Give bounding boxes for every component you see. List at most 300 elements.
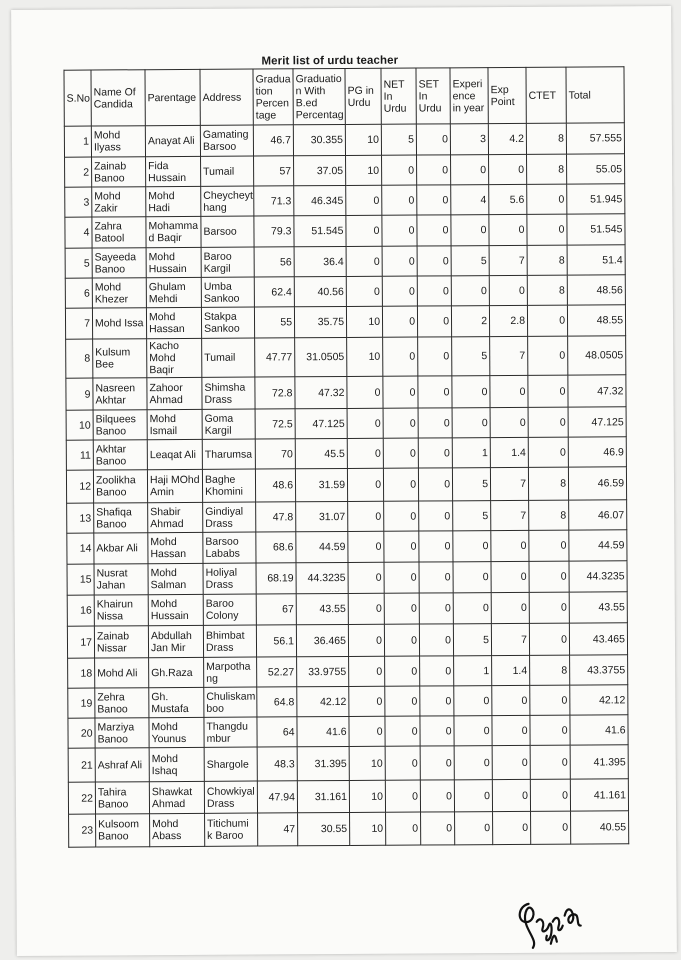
cell-experience: 0 <box>455 812 493 845</box>
cell-total: 57.555 <box>566 123 624 154</box>
table-row <box>67 530 627 564</box>
cell-name: Zainab Banoo <box>92 157 146 187</box>
cell-total: 43.55 <box>569 592 627 623</box>
cell-net-urdu: 0 <box>384 531 419 562</box>
cell-pg-urdu: 10 <box>347 337 383 376</box>
cell-set-urdu: 0 <box>418 376 452 408</box>
cell-experience: 0 <box>454 780 492 812</box>
cell-net-urdu: 0 <box>385 780 420 812</box>
cell-experience: 0 <box>454 746 492 780</box>
cell-parentage: Anayat Ali <box>145 125 200 156</box>
cell-grad-pct: 64 <box>257 717 297 747</box>
cell-net-urdu: 0 <box>382 246 417 276</box>
cell-grad-pct: 47.8 <box>256 502 296 532</box>
cell-grad-pct: 71.3 <box>254 186 294 216</box>
cell-name: Mohd Zakir <box>92 187 146 217</box>
cell-parentage: Ghulam Mehdi <box>146 277 201 307</box>
cell-address: Barsoo Lababs <box>203 532 256 563</box>
cell-pg-urdu: 0 <box>348 624 384 656</box>
cell-parentage: Mohd Hassan <box>146 307 201 338</box>
cell-exp-point: 5.6 <box>489 184 527 214</box>
cell-sno: 13 <box>67 503 94 533</box>
cell-ctet: 8 <box>529 500 569 530</box>
cell-experience: 1 <box>452 438 490 468</box>
cell-sno: 22 <box>68 782 95 814</box>
cell-pg-urdu: 0 <box>349 716 385 746</box>
cell-parentage: Gh. Mustafa <box>149 687 204 717</box>
cell-address: Baroo Kargil <box>201 247 254 277</box>
cell-ctet: 0 <box>529 530 569 561</box>
cell-ctet: 8 <box>528 467 568 500</box>
cell-net-urdu: 0 <box>383 376 418 408</box>
cell-experience: 5 <box>451 246 489 276</box>
cell-sno: 16 <box>67 595 94 626</box>
table-row <box>67 592 627 626</box>
table-row <box>67 561 627 595</box>
cell-address: Chowkiyal Drass <box>204 781 257 813</box>
cell-exp-point: 7 <box>490 467 528 500</box>
cell-total: 46.9 <box>568 437 626 467</box>
cell-set-urdu: 0 <box>419 593 453 624</box>
cell-pg-urdu: 10 <box>349 780 385 812</box>
cell-address: Titichumi k Baroo <box>205 813 258 846</box>
cell-exp-point: 0 <box>491 561 529 592</box>
cell-name: Mohd Ilyass <box>91 126 145 157</box>
cell-address: Tharumsa <box>202 439 255 469</box>
cell-sno: 6 <box>65 278 92 308</box>
cell-set-urdu: 0 <box>419 501 453 531</box>
header-set-urdu: SET In Urdu <box>416 68 450 124</box>
cell-grad-bed-pct: 30.55 <box>298 812 350 845</box>
header-name: Name Of Candida <box>91 70 145 126</box>
header-address: Address <box>200 69 253 125</box>
cell-ctet: 0 <box>528 407 568 437</box>
cell-name: Zehra Banoo <box>95 688 149 718</box>
cell-parentage: Gh.Raza <box>149 657 204 687</box>
cell-exp-point: 0 <box>489 154 527 184</box>
cell-name: Zainab Nissar <box>94 626 148 658</box>
cell-name: Nusrat Jahan <box>94 564 148 595</box>
cell-exp-point: 0 <box>491 592 529 623</box>
cell-parentage: Haji MOhd Amin <box>147 469 202 502</box>
cell-experience: 5 <box>453 501 491 531</box>
cell-set-urdu: 0 <box>418 408 452 438</box>
cell-total: 48.0505 <box>568 336 626 375</box>
cell-name: Khairun Nissa <box>94 595 148 626</box>
cell-grad-bed-pct: 40.56 <box>294 276 346 306</box>
cell-pg-urdu: 0 <box>346 215 382 246</box>
cell-ctet: 0 <box>530 779 570 811</box>
cell-total: 41.161 <box>570 779 628 811</box>
cell-name: Kulsoom Banoo <box>96 814 150 847</box>
cell-set-urdu: 0 <box>420 716 454 746</box>
cell-experience: 0 <box>451 215 489 246</box>
cell-sno: 23 <box>69 814 96 847</box>
cell-ctet: 0 <box>531 811 571 844</box>
cell-sno: 5 <box>65 248 92 278</box>
cell-name: Mohd Ali <box>95 658 149 688</box>
cell-grad-pct: 68.19 <box>256 563 296 594</box>
cell-set-urdu: 0 <box>420 780 454 812</box>
cell-experience: 0 <box>452 376 490 408</box>
cell-grad-pct: 46.7 <box>253 125 293 156</box>
cell-ctet: 0 <box>529 592 569 623</box>
cell-exp-point: 7 <box>491 623 529 655</box>
cell-pg-urdu: 0 <box>348 562 384 593</box>
cell-pg-urdu: 0 <box>347 468 383 501</box>
header-total: Total <box>566 67 624 123</box>
cell-grad-pct: 47.94 <box>257 781 297 813</box>
cell-grad-pct: 47 <box>258 813 298 846</box>
cell-ctet: 0 <box>528 336 568 375</box>
cell-experience: 2 <box>451 306 489 337</box>
cell-set-urdu: 0 <box>417 155 451 185</box>
cell-ctet: 0 <box>530 685 570 715</box>
cell-pg-urdu: 10 <box>345 124 381 155</box>
cell-exp-point: 0 <box>492 715 530 745</box>
cell-pg-urdu: 0 <box>347 376 383 408</box>
cell-ctet: 0 <box>528 375 568 407</box>
cell-set-urdu: 0 <box>417 276 451 306</box>
cell-address: Baghe Khomini <box>202 469 255 502</box>
cell-grad-bed-pct: 31.395 <box>297 746 349 780</box>
cell-parentage: Mohd Hussain <box>148 594 203 625</box>
cell-ctet: 8 <box>527 245 567 275</box>
cell-grad-pct: 56 <box>254 247 294 277</box>
cell-grad-bed-pct: 31.0505 <box>295 337 347 376</box>
cell-exp-point: 0 <box>492 685 530 715</box>
cell-net-urdu: 0 <box>384 593 419 624</box>
cell-address: Umba Sankoo <box>201 277 254 307</box>
cell-total: 55.05 <box>567 154 625 184</box>
cell-sno: 2 <box>65 157 92 187</box>
header-sno: S.No <box>64 70 91 126</box>
cell-exp-point: 0 <box>490 407 528 437</box>
cell-sno: 1 <box>64 126 91 157</box>
cell-parentage: Mohd Hadi <box>146 186 201 216</box>
cell-sno: 14 <box>67 533 94 564</box>
header-experience-years: Experi ence in year <box>450 68 488 124</box>
cell-grad-bed-pct: 42.12 <box>297 686 349 716</box>
cell-parentage: Mohd Salman <box>148 563 203 594</box>
cell-total: 41.395 <box>570 745 628 779</box>
cell-exp-point: 1.4 <box>490 437 528 467</box>
cell-address: Thangdu mbur <box>204 717 257 747</box>
cell-grad-bed-pct: 44.59 <box>296 531 348 562</box>
cell-pg-urdu: 0 <box>346 185 382 215</box>
cell-grad-bed-pct: 31.161 <box>297 780 349 812</box>
cell-net-urdu: 5 <box>381 124 416 155</box>
cell-grad-pct: 70 <box>255 439 295 469</box>
cell-parentage: Kacho Mohd Baqir <box>147 338 202 377</box>
cell-grad-pct: 67 <box>256 594 296 625</box>
table-row <box>68 685 628 718</box>
cell-address: Baroo Colony <box>203 594 256 625</box>
cell-grad-pct: 57 <box>254 156 294 186</box>
cell-ctet: 0 <box>530 715 570 745</box>
cell-grad-bed-pct: 37.05 <box>294 155 346 185</box>
document-page <box>11 6 677 956</box>
cell-net-urdu: 0 <box>382 276 417 306</box>
cell-address: Gindiyal Drass <box>203 502 256 532</box>
cell-net-urdu: 0 <box>383 408 418 438</box>
cell-sno: 3 <box>65 187 92 217</box>
cell-name: Mohd Khezer <box>92 278 146 308</box>
cell-grad-bed-pct: 36.465 <box>296 624 348 656</box>
signature-icon <box>515 891 593 951</box>
cell-pg-urdu: 10 <box>349 746 385 780</box>
cell-sno: 4 <box>65 217 92 248</box>
cell-total: 51.4 <box>567 245 625 275</box>
cell-grad-bed-pct: 33.9755 <box>297 656 349 686</box>
cell-pg-urdu: 10 <box>350 812 386 845</box>
cell-exp-point: 0 <box>489 214 527 245</box>
cell-address: Holiyal Drass <box>203 563 256 594</box>
cell-net-urdu: 0 <box>383 468 418 501</box>
cell-ctet: 0 <box>528 437 568 467</box>
cell-address: Stakpa Sankoo <box>201 307 254 338</box>
cell-exp-point: 0 <box>491 530 529 561</box>
cell-sno: 9 <box>66 378 93 410</box>
cell-exp-point: 7 <box>491 500 529 530</box>
cell-pg-urdu: 10 <box>346 306 382 337</box>
table-row <box>68 779 628 814</box>
cell-address: Marpotha ng <box>204 657 257 687</box>
cell-ctet: 8 <box>526 123 566 154</box>
cell-pg-urdu: 0 <box>346 246 382 276</box>
cell-sno: 20 <box>68 718 95 748</box>
table-header-row <box>64 67 624 126</box>
cell-name: Mohd Issa <box>92 308 146 339</box>
cell-exp-point: 7 <box>490 336 528 375</box>
cell-total: 48.56 <box>567 275 625 305</box>
cell-set-urdu: 0 <box>417 185 451 215</box>
cell-set-urdu: 0 <box>418 468 452 501</box>
cell-net-urdu: 0 <box>383 438 418 468</box>
cell-total: 51.945 <box>567 184 625 214</box>
table-row <box>65 184 625 217</box>
cell-experience: 3 <box>450 124 488 155</box>
cell-grad-bed-pct: 35.75 <box>294 306 346 337</box>
cell-pg-urdu: 0 <box>346 276 382 306</box>
header-net-urdu: NET In Urdu <box>381 68 416 124</box>
cell-name: Bilquees Banoo <box>93 410 147 440</box>
cell-grad-bed-pct: 30.355 <box>293 124 345 155</box>
cell-parentage: Shawkat Ahmad <box>149 781 204 813</box>
cell-name: Kulsum Bee <box>93 339 147 378</box>
table-row <box>67 500 627 533</box>
cell-parentage: Mohamma d Baqir <box>146 216 201 247</box>
cell-ctet: 0 <box>530 745 570 779</box>
cell-set-urdu: 0 <box>416 124 450 155</box>
table-row <box>66 375 626 410</box>
cell-net-urdu: 0 <box>385 656 420 686</box>
cell-name: Marziya Banoo <box>95 718 149 748</box>
cell-experience: 0 <box>452 408 490 438</box>
cell-experience: 1 <box>454 656 492 686</box>
cell-address: Shimsha Drass <box>202 377 255 409</box>
cell-grad-bed-pct: 43.55 <box>296 593 348 624</box>
cell-pg-urdu: 0 <box>348 531 384 562</box>
cell-total: 44.59 <box>569 530 627 561</box>
cell-pg-urdu: 0 <box>347 438 383 468</box>
cell-total: 47.125 <box>568 407 626 437</box>
cell-experience: 0 <box>454 716 492 746</box>
cell-ctet: 8 <box>530 655 570 685</box>
cell-set-urdu: 0 <box>420 686 454 716</box>
merit-table <box>63 66 629 847</box>
cell-set-urdu: 0 <box>418 438 452 468</box>
table-row <box>65 214 625 248</box>
table-row <box>66 407 626 440</box>
cell-experience: 0 <box>454 686 492 716</box>
cell-grad-bed-pct: 31.59 <box>295 468 347 501</box>
cell-address: Goma Kargil <box>202 409 255 439</box>
cell-set-urdu: 0 <box>420 656 454 686</box>
cell-ctet: 0 <box>529 561 569 592</box>
cell-net-urdu: 0 <box>382 155 417 185</box>
cell-grad-pct: 55 <box>254 307 294 338</box>
cell-set-urdu: 0 <box>419 624 453 656</box>
cell-set-urdu: 0 <box>419 531 453 562</box>
cell-address: Gamating Barsoo <box>200 125 253 156</box>
cell-name: Zoolikha Banoo <box>93 470 147 503</box>
cell-grad-bed-pct: 51.545 <box>294 215 346 246</box>
table-row <box>65 245 625 278</box>
cell-pg-urdu: 0 <box>348 501 384 531</box>
cell-parentage: Mohd Abass <box>150 813 205 846</box>
cell-net-urdu: 0 <box>384 501 419 531</box>
cell-ctet: 8 <box>527 275 567 305</box>
cell-total: 46.59 <box>568 467 626 500</box>
cell-exp-point: 1.4 <box>492 655 530 685</box>
cell-grad-pct: 48.6 <box>255 469 295 502</box>
cell-ctet: 8 <box>527 154 567 184</box>
cell-sno: 11 <box>66 440 93 470</box>
cell-total: 42.12 <box>570 685 628 715</box>
cell-name: Akhtar Banoo <box>93 440 147 470</box>
cell-experience: 5 <box>452 337 490 376</box>
cell-experience: 0 <box>453 562 491 593</box>
cell-pg-urdu: 0 <box>349 686 385 716</box>
table-row <box>68 655 628 688</box>
cell-ctet: 0 <box>527 184 567 214</box>
cell-total: 40.55 <box>571 811 629 844</box>
cell-set-urdu: 0 <box>417 306 451 337</box>
cell-set-urdu: 0 <box>417 215 451 246</box>
cell-sno: 19 <box>68 688 95 718</box>
table-row <box>65 305 625 339</box>
cell-exp-point: 2.8 <box>489 305 527 336</box>
cell-address: Barsoo <box>201 216 254 247</box>
cell-grad-bed-pct: 41.6 <box>297 716 349 746</box>
cell-ctet: 0 <box>527 214 567 245</box>
cell-sno: 10 <box>66 410 93 440</box>
cell-parentage: Mohd Ishaq <box>149 747 204 781</box>
cell-set-urdu: 0 <box>418 337 452 376</box>
cell-experience: 0 <box>451 276 489 306</box>
cell-total: 41.6 <box>570 715 628 745</box>
cell-grad-pct: 72.8 <box>255 377 295 409</box>
cell-sno: 7 <box>65 308 92 339</box>
cell-net-urdu: 0 <box>384 562 419 593</box>
cell-ctet: 0 <box>529 623 569 655</box>
cell-net-urdu: 0 <box>383 337 418 376</box>
cell-address: Bhimbat Drass <box>203 625 256 657</box>
cell-total: 48.55 <box>567 305 625 336</box>
cell-set-urdu: 0 <box>420 746 454 780</box>
cell-net-urdu: 0 <box>382 215 417 246</box>
cell-parentage: Fida Hussain <box>146 156 201 186</box>
cell-name: Nasreen Akhtar <box>93 378 147 410</box>
cell-pg-urdu: 10 <box>346 155 382 185</box>
cell-parentage: Shabir Ahmad <box>148 502 203 532</box>
cell-exp-point: 4.2 <box>488 123 526 154</box>
cell-grad-bed-pct: 44.3235 <box>296 562 348 593</box>
table-row <box>65 275 625 308</box>
cell-parentage: Mohd Younus <box>149 717 204 747</box>
cell-total: 46.07 <box>569 500 627 530</box>
cell-name: Zahra Batool <box>92 217 146 248</box>
cell-net-urdu: 0 <box>386 812 421 845</box>
cell-parentage: Leaqat Ali <box>147 439 202 469</box>
cell-grad-pct: 72.5 <box>255 409 295 439</box>
cell-parentage: Abdullah Jan Mir <box>148 625 203 657</box>
cell-address: Cheycheyt hang <box>201 186 254 216</box>
cell-total: 44.3235 <box>569 561 627 592</box>
cell-sno: 17 <box>67 626 94 658</box>
table-row <box>66 467 626 503</box>
cell-grad-bed-pct: 45.5 <box>295 438 347 468</box>
cell-grad-pct: 56.1 <box>256 625 296 657</box>
cell-name: Sayeeda Banoo <box>92 248 146 278</box>
cell-total: 51.545 <box>567 214 625 245</box>
table-row <box>69 811 629 847</box>
table-row <box>68 715 628 748</box>
cell-pg-urdu: 0 <box>347 408 383 438</box>
cell-pg-urdu: 0 <box>348 593 384 624</box>
cell-name: Tahira Banoo <box>95 782 149 814</box>
table-row <box>67 623 627 658</box>
cell-grad-pct: 48.3 <box>257 747 297 781</box>
cell-exp-point: 0 <box>490 375 528 407</box>
cell-address: Chuliskam boo <box>204 687 257 717</box>
cell-exp-point: 0 <box>492 779 530 811</box>
cell-set-urdu: 0 <box>417 246 451 276</box>
merit-table-body <box>64 123 628 847</box>
cell-grad-pct: 79.3 <box>254 216 294 247</box>
cell-sno: 8 <box>66 339 93 378</box>
cell-exp-point: 0 <box>493 811 531 844</box>
cell-pg-urdu: 0 <box>349 656 385 686</box>
table-row <box>66 437 626 470</box>
cell-grad-pct: 47.77 <box>255 338 295 377</box>
cell-parentage: Mohd Hussain <box>146 247 201 277</box>
cell-exp-point: 0 <box>492 745 530 779</box>
cell-exp-point: 0 <box>489 275 527 305</box>
cell-sno: 18 <box>68 658 95 688</box>
cell-net-urdu: 0 <box>382 185 417 215</box>
cell-grad-pct: 64.8 <box>257 687 297 717</box>
header-graduation-percentage: Gradua tion Percen tage <box>253 69 293 125</box>
cell-sno: 15 <box>67 564 94 595</box>
header-parentage: Parentage <box>145 69 200 125</box>
cell-experience: 0 <box>453 531 491 562</box>
cell-net-urdu: 0 <box>382 306 417 337</box>
cell-address: Tumail <box>201 156 254 186</box>
cell-parentage: Mohd Ismail <box>147 409 202 439</box>
cell-net-urdu: 0 <box>384 624 419 656</box>
